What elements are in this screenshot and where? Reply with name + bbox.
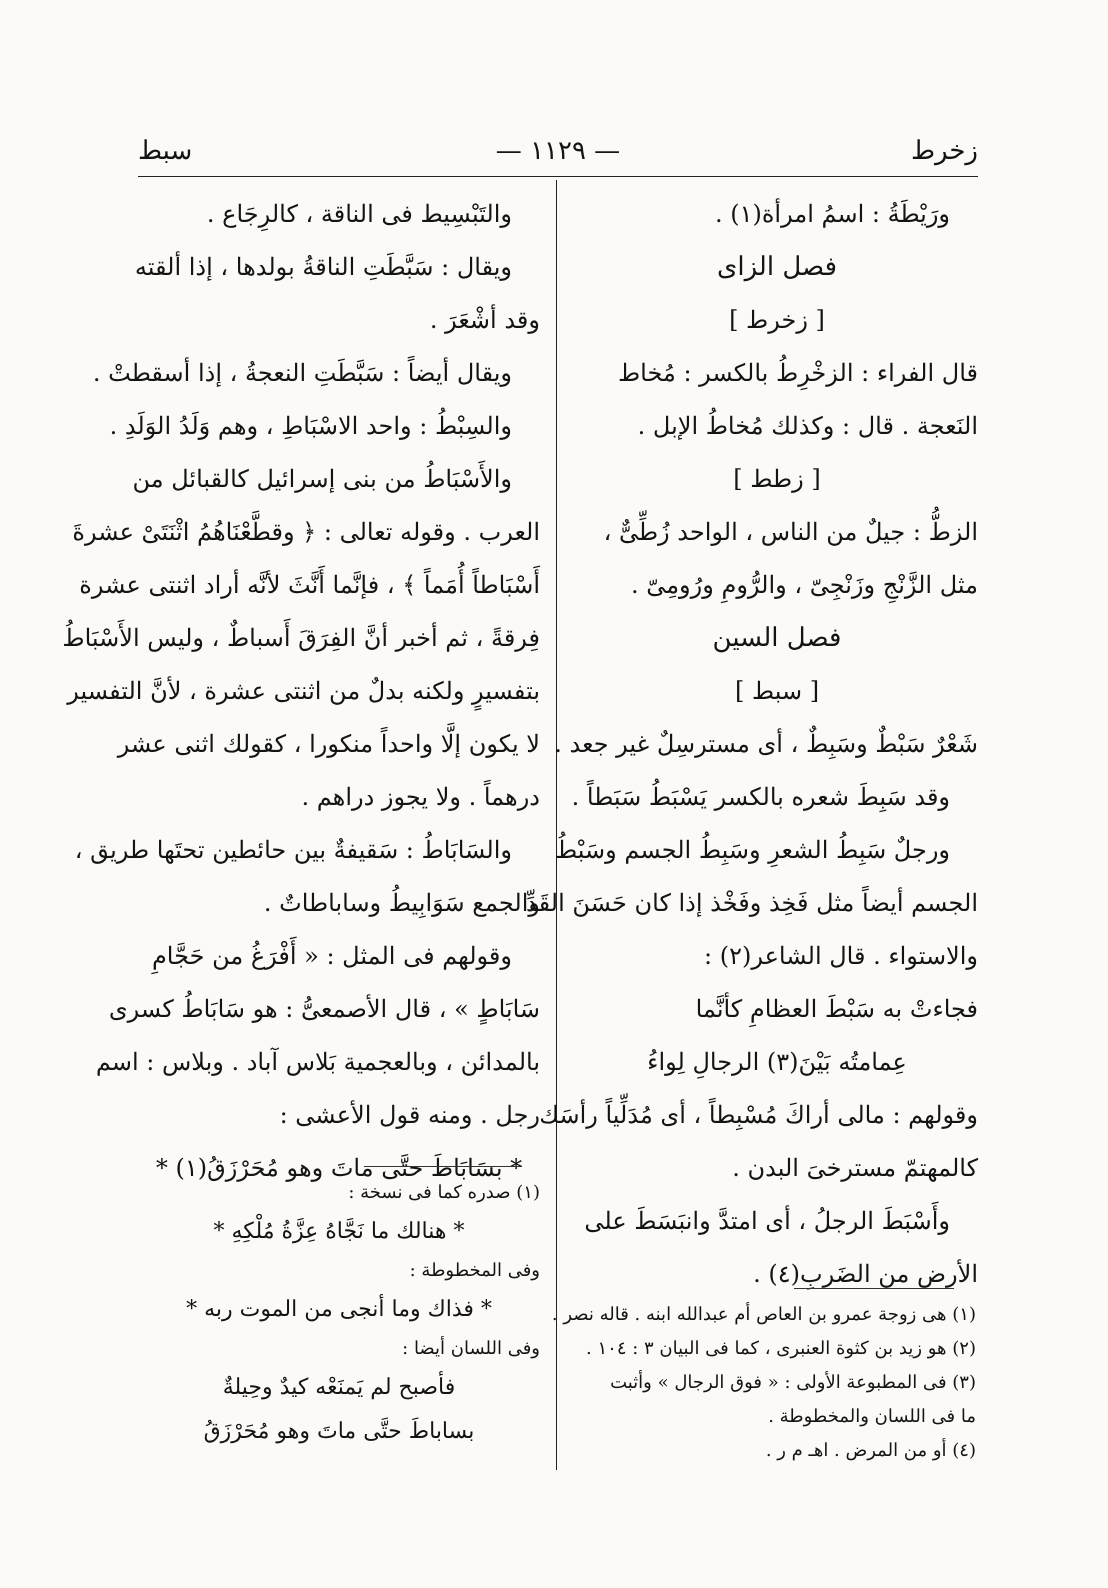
text-line: مثل الزَّنْجِ وزَنْجِىّ ، والرُّومِ ورُومِىّ . (630, 571, 978, 599)
text-line: الجسم أيضاً مثل فَخِذ وفَخْذ إذا كان حَسَنَ القَدِّ (526, 889, 978, 917)
text-line: الزطُّ : جيلٌ من الناس ، الواحد زُطِّىٌّ ، (603, 518, 978, 546)
footnote: (٤) أو من المرض . اهـ م ر . (765, 1440, 976, 1461)
text-line: أَسْبَاطاً أُمَماً ﴾ ، فإنَّما أَنَّثَ لأنَّه أراد اثنتى عشرة (79, 571, 540, 599)
footnote: وفى المخطوطة : (409, 1260, 540, 1281)
verse-line: * بسَابَاطَ حتَّى ماتَ وهو مُحَرْزَقُ(١) * (155, 1154, 523, 1182)
footnote-rule (794, 1288, 954, 1289)
header-entry-word-right: زخرط (910, 136, 978, 166)
left-column (62, 188, 540, 1195)
text-line: بالمدائن ، وبالعجمية بَلاس آباد . وبلاس : اسم (95, 1048, 540, 1076)
entry-root-heading: [ زخرط ] (729, 306, 825, 334)
text-line: والأَسْبَاطُ من بنى إسرائيل كالقبائل من (132, 465, 512, 493)
footnote-verse: * فذاك وما أنجى من الموت ربه * (186, 1297, 492, 1322)
text-line: كالمهتمّ مسترخىَ البدن . (732, 1154, 978, 1182)
text-line: ويقال : سَبَّطَتِ الناقةُ بولدها ، إذا ألقته (134, 253, 512, 281)
text-line: العرب . وقوله تعالى : ﴿ وقطَّعْنَاهُمُ اثْنَتَىْ عشرةَ (72, 518, 540, 546)
section-heading: فصل السين (712, 623, 842, 653)
page-number: — ١١٢٩ — (495, 136, 621, 166)
footnote: (٢) هو زيد بن كثوة العنبرى ، كما فى البيان ٣ : ١٠٤ . (586, 1338, 976, 1359)
header-rule (138, 176, 978, 177)
footnote: (١) صدره كما فى نسخة : (348, 1182, 540, 1203)
entry-root-heading: [ زطط ] (733, 465, 821, 493)
footnote: (٣) فى المطبوعة الأولى : « فوق الرجال » وأثبت (610, 1372, 976, 1393)
text-line: ورجلٌ سَبِطُ الشعرِ وسَبِطُ الجسم وسَبْطُ (555, 836, 950, 864)
text-line: والاستواء . قال الشاعر(٢) : (704, 942, 978, 970)
text-line: والسَابَاطُ : سَقيفةٌ بين حائطين تحتَها طريق ، (74, 836, 512, 864)
text-line: رجل . ومنه قول الأعشى : (279, 1101, 540, 1129)
footnote-rule (364, 1166, 522, 1167)
footnote: (١) هى زوجة عمرو بن العاص أم عبدالله ابنه . قاله نصر . (551, 1304, 976, 1325)
text-line: وقد أشْعَرَ . (429, 306, 540, 334)
text-line: ورَيْطَةُ : اسمُ امرأة(١) . (714, 200, 950, 228)
text-line: قال الفراء : الزخْرِطُ بالكسر : مُخاط (617, 359, 978, 387)
footnote: وفى اللسان أيضا : (402, 1338, 540, 1359)
footnote-verse: فأصبح لم يَمنَعْه كيدٌ وحِيلةٌ (222, 1375, 456, 1400)
text-line: الأرض من الضَربِ(٤) . (753, 1260, 978, 1288)
text-line: سَابَاطٍ » ، قال الأصمعىُّ : هو سَابَاطُ كسرى (108, 995, 540, 1023)
section-heading: فصل الزاى (717, 252, 837, 282)
header-entry-word-left: سبط (138, 136, 193, 166)
footnote-verse: بساباطَ حتَّى ماتَ وهو مُحَرْزَقُ (203, 1419, 475, 1444)
text-line: وقولهم : مالى أراكَ مُسْبِطاً ، أى مُدَلِّياً رأسَك (539, 1101, 978, 1129)
text-line: درهماً . ولا يجوز دراهم . (301, 783, 540, 811)
text-line: النَعجة . قال : وكذلك مُخاطُ الإبل . (637, 412, 978, 440)
text-line: وأَسْبَطَ الرجلُ ، أى امتدَّ وانبَسَطَ على (584, 1207, 950, 1235)
text-line: لا يكون إلَّا واحداً منكورا ، كقولك اثنى عشر (117, 730, 540, 758)
text-line: فِرقةً ، ثم أخبر أنَّ الفِرَقَ أَسباطٌ ، وليس الأَسْبَاطُ (62, 624, 540, 652)
text-line: بتفسيرٍ ولكنه بدلٌ من اثنتى عشرة ، لأنَّ التفسير (67, 677, 540, 705)
text-line: والتَبْسِيط فى الناقة ، كالرِجَاع . (206, 200, 512, 228)
text-line: ويقال أيضاً : سَبَّطَتِ النعجةُ ، إذا أسقطتْ . (92, 359, 512, 387)
entry-root-heading: [ سبط ] (734, 677, 820, 705)
text-line: والسِبْطُ : واحد الاسْبَاطِ ، وهم وَلَدُ الوَلَدِ . (109, 412, 512, 440)
text-line: والجمع سَوَابِيطُ وساباطاتٌ . (263, 889, 540, 917)
verse-line: فجاءتْ به سَبْطَ العظامِ كأنَّما (695, 995, 978, 1023)
page-header (138, 136, 978, 176)
verse-line: عِمامتُه بَيْنَ(٣) الرجالِ لِواءُ (647, 1048, 907, 1076)
footnote: ما فى اللسان والمخطوطة . (768, 1406, 976, 1427)
footnotes-right (551, 1298, 976, 1468)
text-line: وقد سَبِطَ شعره بالكسر يَسْبَطُ سَبَطاً . (571, 783, 950, 811)
footnote-verse: * هنالك ما نَجَّاهُ عِزَّةُ مُلْكِهِ * (213, 1219, 465, 1244)
text-line: وقولهم فى المثل : « أَفْرَغُ من حَجَّامِ (151, 942, 512, 970)
right-column (526, 188, 978, 1301)
footnotes-left (138, 1176, 540, 1454)
text-line: شَعْرٌ سَبْطٌ وسَبِطٌ ، أى مسترسِلٌ غير جعد . (554, 730, 978, 758)
